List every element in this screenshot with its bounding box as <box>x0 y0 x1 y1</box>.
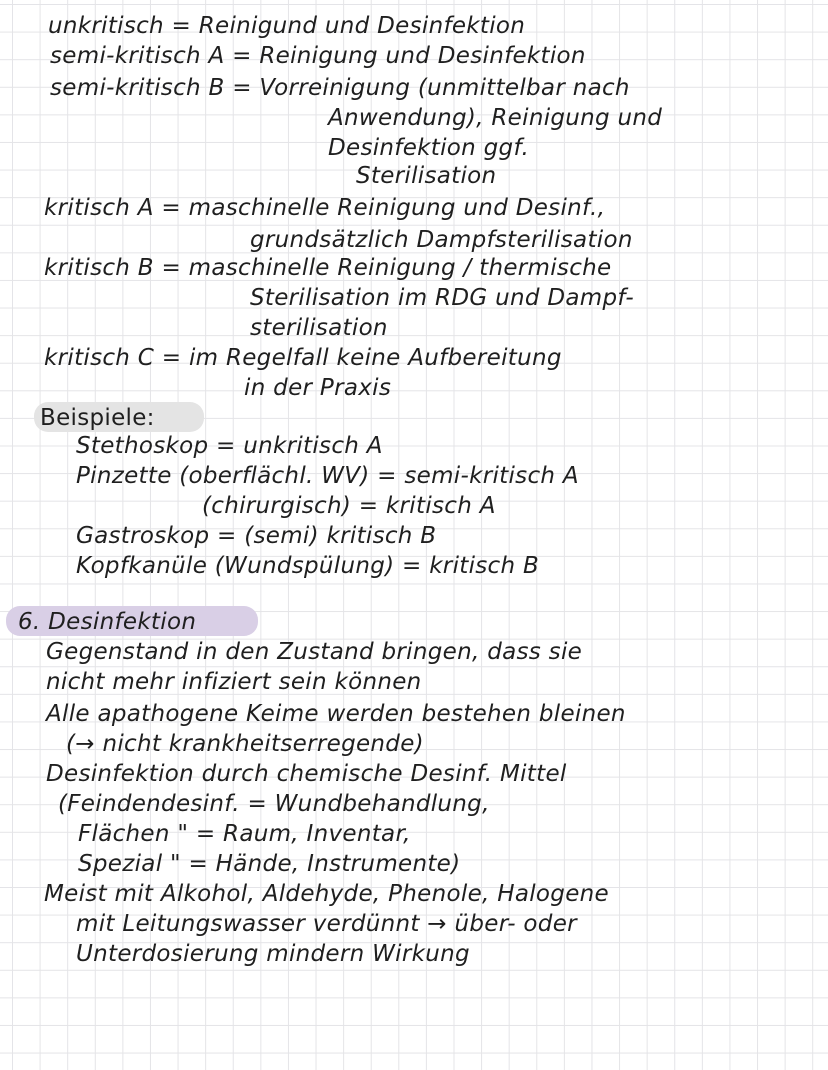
class-line-semi-b-cont3: Sterilisation <box>356 163 497 189</box>
class-line-kritisch-c-cont: in der Praxis <box>244 375 392 401</box>
desinf-line-6: (Feindendesinf. = Wundbehandlung, <box>58 791 490 817</box>
class-line-semi-b: semi-kritisch B = Vorreinigung (unmittelbar nach <box>50 75 630 101</box>
desinf-line-11: Unterdosierung mindern Wirkung <box>76 941 470 967</box>
example-line-gastroskop: Gastroskop = (semi) kritisch B <box>76 523 437 549</box>
desinf-line-7: Flächen " = Raum, Inventar, <box>78 821 411 847</box>
class-line-kritisch-b-cont1: Sterilisation im RDG und Dampf- <box>250 285 634 311</box>
examples-heading: Beispiele: <box>40 405 155 431</box>
example-line-kopfkanuele: Kopfkanüle (Wundspülung) = kritisch B <box>76 553 540 579</box>
desinf-line-4: (→ nicht krankheitserregende) <box>66 731 424 757</box>
class-line-unkritisch: unkritisch = Reinigund und Desinfektion <box>48 13 526 39</box>
example-line-chirurgisch: (chirurgisch) = kritisch A <box>202 493 496 519</box>
class-line-kritisch-b: kritisch B = maschinelle Reinigung / thermische <box>44 255 612 281</box>
class-line-semi-b-cont1: Anwendung), Reinigung und <box>328 105 663 131</box>
desinf-line-1: Gegenstand in den Zustand bringen, dass sie <box>46 639 583 665</box>
class-line-semi-a: semi-kritisch A = Reinigung und Desinfektion <box>50 43 586 69</box>
desinf-line-8: Spezial " = Hände, Instrumente) <box>78 851 461 877</box>
class-line-kritisch-c: kritisch C = im Regelfall keine Aufbereitung <box>44 345 562 371</box>
class-line-kritisch-b-cont2: sterilisation <box>250 315 388 341</box>
class-line-kritisch-a: kritisch A = maschinelle Reinigung und Desinf., <box>44 195 606 221</box>
example-line-pinzette: Pinzette (oberflächl. WV) = semi-kritisch A <box>76 463 579 489</box>
desinf-line-9: Meist mit Alkohol, Aldehyde, Phenole, Halogene <box>44 881 609 907</box>
desinf-line-5: Desinfektion durch chemische Desinf. Mittel <box>46 761 567 787</box>
class-line-semi-b-cont2: Desinfektion ggf. <box>328 135 530 161</box>
desinf-line-3: Alle apathogene Keime werden bestehen bleinen <box>46 701 626 727</box>
desinf-line-10: mit Leitungswasser verdünnt → über- oder <box>76 911 577 937</box>
example-line-stethoskop: Stethoskop = unkritisch A <box>76 433 383 459</box>
desinf-line-2: nicht mehr infiziert sein können <box>46 669 422 695</box>
class-line-kritisch-a-cont: grundsätzlich Dampfsterilisation <box>250 227 633 253</box>
section-heading: 6. Desinfektion <box>18 609 197 635</box>
